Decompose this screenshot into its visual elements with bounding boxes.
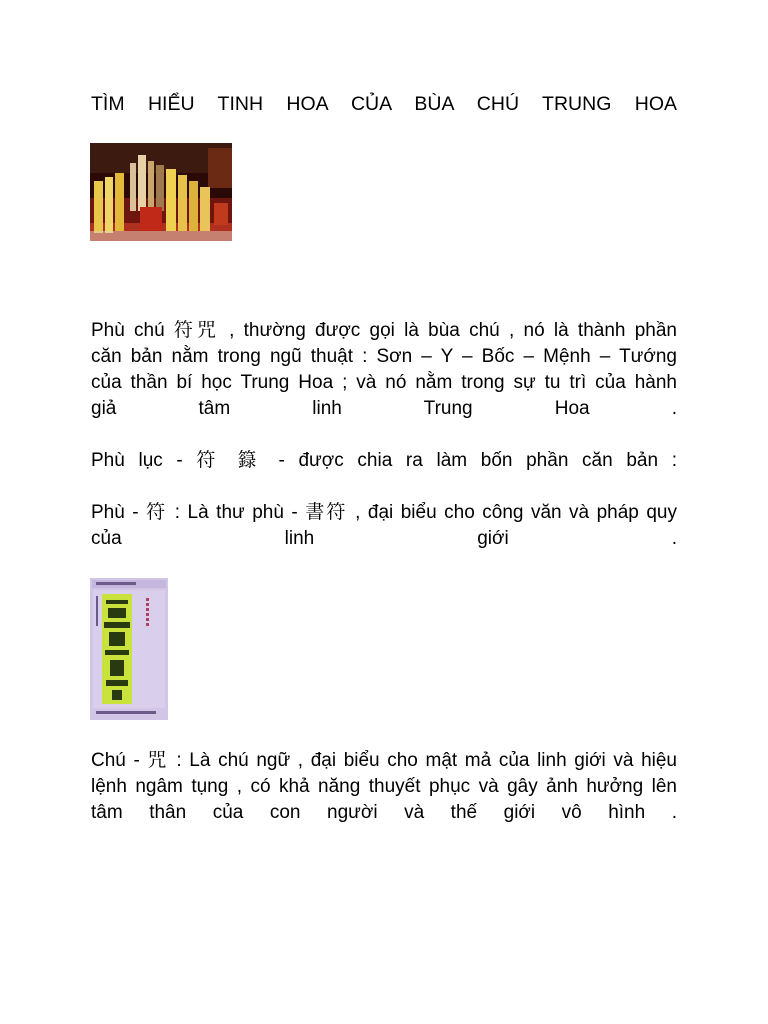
text-line: căn bản nằm trong ngũ thuật : Sơn – Y – Bốc – Mệnh – Tướng: [91, 346, 677, 367]
text-line: Phù chú 符咒 , thường được gọi là bùa chú , nó là thành phần: [91, 320, 677, 341]
paragraph-phu-chu: [91, 318, 677, 422]
text-line: Chú - 咒 : Là chú ngữ , đại biểu cho mật mả của linh giới và hiệu: [91, 750, 677, 771]
text-line: của thần bí học Trung Hoa ; và nó nằm trong sự tu trì của hành: [91, 372, 677, 393]
paragraph-phu: [91, 500, 677, 552]
page-title: TÌM HIỂU TINH HOA CỦA BÙA CHÚ TRUNG HOA: [91, 93, 677, 115]
altar-photo: [90, 143, 232, 241]
text-line: Phù lục - 符 籙 - được chia ra làm bốn phần căn bản :: [91, 450, 677, 471]
text-line: giả tâm linh Trung Hoa .: [91, 398, 677, 419]
text-line: Phù - 符 : Là thư phù - 書符 , đại biểu cho công văn và pháp quy: [91, 502, 677, 523]
paragraph-chu: [91, 748, 677, 826]
talisman-book-cover-image: [90, 578, 168, 720]
text-line: của linh giới .: [91, 528, 677, 549]
text-line: lệnh ngâm tụng , có khả năng thuyết phục và gây ảnh hưởng lên: [91, 776, 677, 797]
paragraph-phu-luc: [91, 448, 677, 474]
text-line: tâm thân của con người và thế giới vô hình .: [91, 802, 677, 823]
